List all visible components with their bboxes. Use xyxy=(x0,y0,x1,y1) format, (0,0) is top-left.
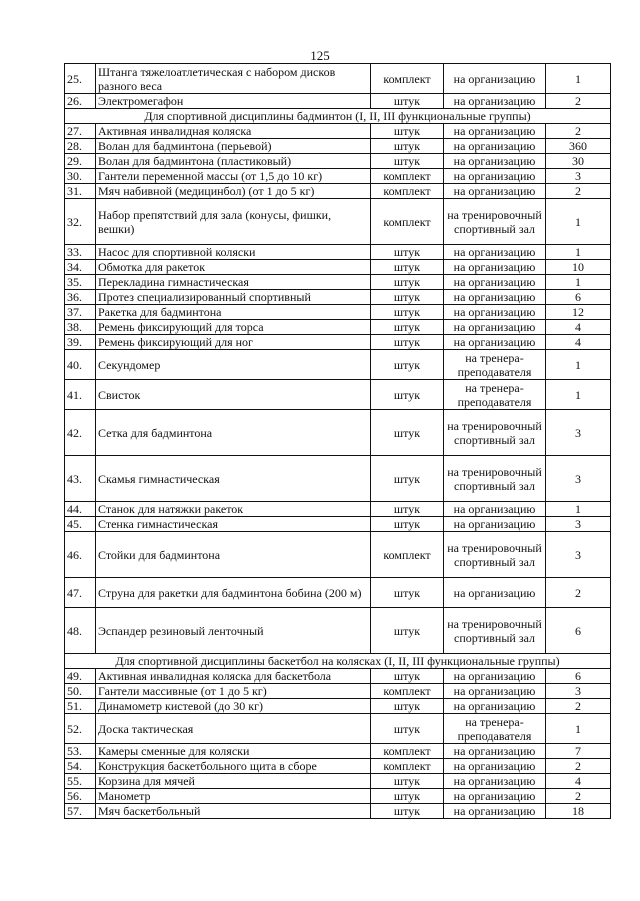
item-name: Доска тактическая xyxy=(96,714,371,744)
page-number: 125 xyxy=(310,48,330,63)
table-row xyxy=(65,290,611,305)
item-norm: на организацию xyxy=(444,124,546,139)
item-number: 53. xyxy=(65,744,96,759)
item-unit: штук xyxy=(371,699,444,714)
item-unit: штук xyxy=(371,380,444,410)
table-row xyxy=(65,124,611,139)
table-row xyxy=(65,64,611,94)
item-quantity: 2 xyxy=(546,124,611,139)
item-unit: комплект xyxy=(371,532,444,578)
item-quantity: 4 xyxy=(546,774,611,789)
item-unit: штук xyxy=(371,410,444,456)
item-norm: на организацию xyxy=(444,502,546,517)
item-name: Перекладина гимнастическая xyxy=(96,275,371,290)
item-unit: комплект xyxy=(371,759,444,774)
item-number: 39. xyxy=(65,335,96,350)
item-quantity: 1 xyxy=(546,714,611,744)
item-quantity: 4 xyxy=(546,320,611,335)
item-norm: на организацию xyxy=(444,744,546,759)
item-norm: на тренировочный спортивный зал xyxy=(444,410,546,456)
table-row xyxy=(65,275,611,290)
item-norm: на организацию xyxy=(444,94,546,109)
item-number: 34. xyxy=(65,260,96,275)
item-norm: на организацию xyxy=(444,759,546,774)
item-norm: на организацию xyxy=(444,245,546,260)
table-row xyxy=(65,699,611,714)
item-name: Протез специализированный спортивный xyxy=(96,290,371,305)
item-number: 46. xyxy=(65,532,96,578)
item-unit: комплект xyxy=(371,744,444,759)
item-name: Волан для бадминтона (перьевой) xyxy=(96,139,371,154)
section-heading: Для спортивной дисциплины баскетбол на колясках (I, II, III функциональные группы) xyxy=(65,654,611,669)
item-unit: штук xyxy=(371,804,444,819)
item-unit: штук xyxy=(371,714,444,744)
table-row xyxy=(65,139,611,154)
table-row xyxy=(65,184,611,199)
item-norm: на тренера-преподавателя xyxy=(444,350,546,380)
item-norm: на организацию xyxy=(444,290,546,305)
table-row xyxy=(65,169,611,184)
item-number: 45. xyxy=(65,517,96,532)
item-quantity: 3 xyxy=(546,684,611,699)
item-name: Динамометр кистевой (до 30 кг) xyxy=(96,699,371,714)
item-norm: на организацию xyxy=(444,184,546,199)
item-unit: штук xyxy=(371,517,444,532)
item-name: Штанга тяжелоатлетическая с набором дисков разного веса xyxy=(96,64,371,94)
item-name: Электромегафон xyxy=(96,94,371,109)
item-name: Волан для бадминтона (пластиковый) xyxy=(96,154,371,169)
table-row xyxy=(65,804,611,819)
item-quantity: 3 xyxy=(546,456,611,502)
table-row xyxy=(65,350,611,380)
item-norm: на организацию xyxy=(444,64,546,94)
item-unit: штук xyxy=(371,290,444,305)
equipment-table xyxy=(64,63,611,819)
item-quantity: 18 xyxy=(546,804,611,819)
item-norm: на организацию xyxy=(444,154,546,169)
item-unit: штук xyxy=(371,456,444,502)
item-unit: штук xyxy=(371,669,444,684)
item-name: Эспандер резиновый ленточный xyxy=(96,608,371,654)
item-norm: на организацию xyxy=(444,139,546,154)
item-unit: штук xyxy=(371,154,444,169)
item-number: 57. xyxy=(65,804,96,819)
item-number: 32. xyxy=(65,199,96,245)
item-quantity: 2 xyxy=(546,789,611,804)
item-name: Секундомер xyxy=(96,350,371,380)
item-norm: на тренировочный спортивный зал xyxy=(444,608,546,654)
item-norm: на тренера-преподавателя xyxy=(444,714,546,744)
item-quantity: 7 xyxy=(546,744,611,759)
table-row xyxy=(65,245,611,260)
item-name: Стойки для бадминтона xyxy=(96,532,371,578)
item-quantity: 360 xyxy=(546,139,611,154)
item-name: Активная инвалидная коляска xyxy=(96,124,371,139)
item-number: 35. xyxy=(65,275,96,290)
item-quantity: 1 xyxy=(546,199,611,245)
item-number: 28. xyxy=(65,139,96,154)
item-unit: комплект xyxy=(371,199,444,245)
item-number: 44. xyxy=(65,502,96,517)
item-quantity: 12 xyxy=(546,305,611,320)
item-name: Обмотка для ракеток xyxy=(96,260,371,275)
table-row xyxy=(65,608,611,654)
item-number: 51. xyxy=(65,699,96,714)
item-name: Ремень фиксирующий для ног xyxy=(96,335,371,350)
item-number: 30. xyxy=(65,169,96,184)
item-quantity: 2 xyxy=(546,94,611,109)
item-unit: штук xyxy=(371,94,444,109)
item-name: Мяч баскетбольный xyxy=(96,804,371,819)
item-name: Конструкция баскетбольного щита в сборе xyxy=(96,759,371,774)
item-unit: штук xyxy=(371,608,444,654)
section-heading-row xyxy=(65,654,611,669)
item-unit: штук xyxy=(371,502,444,517)
item-name: Станок для натяжки ракеток xyxy=(96,502,371,517)
table-row xyxy=(65,199,611,245)
item-number: 47. xyxy=(65,578,96,608)
item-number: 54. xyxy=(65,759,96,774)
item-norm: на тренировочный спортивный зал xyxy=(444,199,546,245)
item-unit: штук xyxy=(371,139,444,154)
item-number: 31. xyxy=(65,184,96,199)
item-number: 27. xyxy=(65,124,96,139)
item-quantity: 3 xyxy=(546,410,611,456)
item-unit: комплект xyxy=(371,684,444,699)
item-number: 52. xyxy=(65,714,96,744)
item-name: Манометр xyxy=(96,789,371,804)
item-quantity: 4 xyxy=(546,335,611,350)
item-number: 29. xyxy=(65,154,96,169)
table-row xyxy=(65,305,611,320)
item-name: Набор препятствий для зала (конусы, фишки, вешки) xyxy=(96,199,371,245)
item-norm: на организацию xyxy=(444,699,546,714)
item-number: 43. xyxy=(65,456,96,502)
table-row xyxy=(65,578,611,608)
item-number: 36. xyxy=(65,290,96,305)
item-unit: штук xyxy=(371,335,444,350)
table-row xyxy=(65,380,611,410)
item-name: Насос для спортивной коляски xyxy=(96,245,371,260)
item-number: 37. xyxy=(65,305,96,320)
item-quantity: 1 xyxy=(546,350,611,380)
item-quantity: 2 xyxy=(546,184,611,199)
item-unit: комплект xyxy=(371,184,444,199)
item-norm: на тренировочный спортивный зал xyxy=(444,456,546,502)
item-name: Ремень фиксирующий для торса xyxy=(96,320,371,335)
item-unit: штук xyxy=(371,305,444,320)
item-norm: на организацию xyxy=(444,578,546,608)
item-number: 49. xyxy=(65,669,96,684)
item-quantity: 3 xyxy=(546,169,611,184)
item-number: 41. xyxy=(65,380,96,410)
item-quantity: 6 xyxy=(546,290,611,305)
item-number: 25. xyxy=(65,64,96,94)
section-heading: Для спортивной дисциплины бадминтон (I, II, III функциональные группы) xyxy=(65,109,611,124)
item-number: 26. xyxy=(65,94,96,109)
item-quantity: 2 xyxy=(546,759,611,774)
item-norm: на тренировочный спортивный зал xyxy=(444,532,546,578)
item-unit: штук xyxy=(371,774,444,789)
item-quantity: 2 xyxy=(546,578,611,608)
item-unit: штук xyxy=(371,124,444,139)
item-quantity: 1 xyxy=(546,64,611,94)
item-norm: на организацию xyxy=(444,320,546,335)
item-name: Корзина для мячей xyxy=(96,774,371,789)
item-name: Свисток xyxy=(96,380,371,410)
item-name: Камеры сменные для коляски xyxy=(96,744,371,759)
item-number: 33. xyxy=(65,245,96,260)
item-number: 50. xyxy=(65,684,96,699)
equipment-table-body xyxy=(65,64,611,819)
item-unit: штук xyxy=(371,275,444,290)
item-quantity: 1 xyxy=(546,380,611,410)
item-name: Гантели переменной массы (от 1,5 до 10 кг) xyxy=(96,169,371,184)
table-row xyxy=(65,154,611,169)
item-unit: штук xyxy=(371,789,444,804)
item-norm: на организацию xyxy=(444,774,546,789)
table-row xyxy=(65,744,611,759)
table-row xyxy=(65,320,611,335)
item-quantity: 30 xyxy=(546,154,611,169)
item-unit: штук xyxy=(371,245,444,260)
table-row xyxy=(65,94,611,109)
item-quantity: 2 xyxy=(546,699,611,714)
item-quantity: 1 xyxy=(546,245,611,260)
item-number: 38. xyxy=(65,320,96,335)
item-quantity: 3 xyxy=(546,517,611,532)
item-number: 42. xyxy=(65,410,96,456)
table-row xyxy=(65,260,611,275)
table-row xyxy=(65,789,611,804)
table-row xyxy=(65,335,611,350)
item-name: Активная инвалидная коляска для баскетбола xyxy=(96,669,371,684)
item-norm: на организацию xyxy=(444,789,546,804)
item-quantity: 1 xyxy=(546,502,611,517)
item-number: 56. xyxy=(65,789,96,804)
item-name: Ракетка для бадминтона xyxy=(96,305,371,320)
item-number: 48. xyxy=(65,608,96,654)
item-name: Гантели массивные (от 1 до 5 кг) xyxy=(96,684,371,699)
table-row xyxy=(65,774,611,789)
item-norm: на тренера-преподавателя xyxy=(444,380,546,410)
item-norm: на организацию xyxy=(444,804,546,819)
section-heading-row xyxy=(65,109,611,124)
item-norm: на организацию xyxy=(444,684,546,699)
item-norm: на организацию xyxy=(444,169,546,184)
item-name: Скамья гимнастическая xyxy=(96,456,371,502)
item-norm: на организацию xyxy=(444,275,546,290)
table-row xyxy=(65,759,611,774)
table-row xyxy=(65,532,611,578)
item-unit: штук xyxy=(371,260,444,275)
item-quantity: 1 xyxy=(546,275,611,290)
item-name: Стенка гимнастическая xyxy=(96,517,371,532)
table-row xyxy=(65,714,611,744)
table-row xyxy=(65,456,611,502)
item-norm: на организацию xyxy=(444,335,546,350)
item-unit: комплект xyxy=(371,169,444,184)
item-unit: штук xyxy=(371,320,444,335)
item-quantity: 10 xyxy=(546,260,611,275)
item-norm: на организацию xyxy=(444,305,546,320)
item-name: Сетка для бадминтона xyxy=(96,410,371,456)
item-quantity: 6 xyxy=(546,608,611,654)
item-name: Струна для ракетки для бадминтона бобина (200 м) xyxy=(96,578,371,608)
item-quantity: 6 xyxy=(546,669,611,684)
item-norm: на организацию xyxy=(444,517,546,532)
item-unit: комплект xyxy=(371,64,444,94)
item-number: 40. xyxy=(65,350,96,380)
table-row xyxy=(65,517,611,532)
table-row xyxy=(65,410,611,456)
item-unit: штук xyxy=(371,350,444,380)
item-norm: на организацию xyxy=(444,669,546,684)
table-row xyxy=(65,684,611,699)
table-row xyxy=(65,502,611,517)
item-norm: на организацию xyxy=(444,260,546,275)
item-number: 55. xyxy=(65,774,96,789)
table-row xyxy=(65,669,611,684)
item-name: Мяч набивной (медицинбол) (от 1 до 5 кг) xyxy=(96,184,371,199)
item-quantity: 3 xyxy=(546,532,611,578)
item-unit: штук xyxy=(371,578,444,608)
